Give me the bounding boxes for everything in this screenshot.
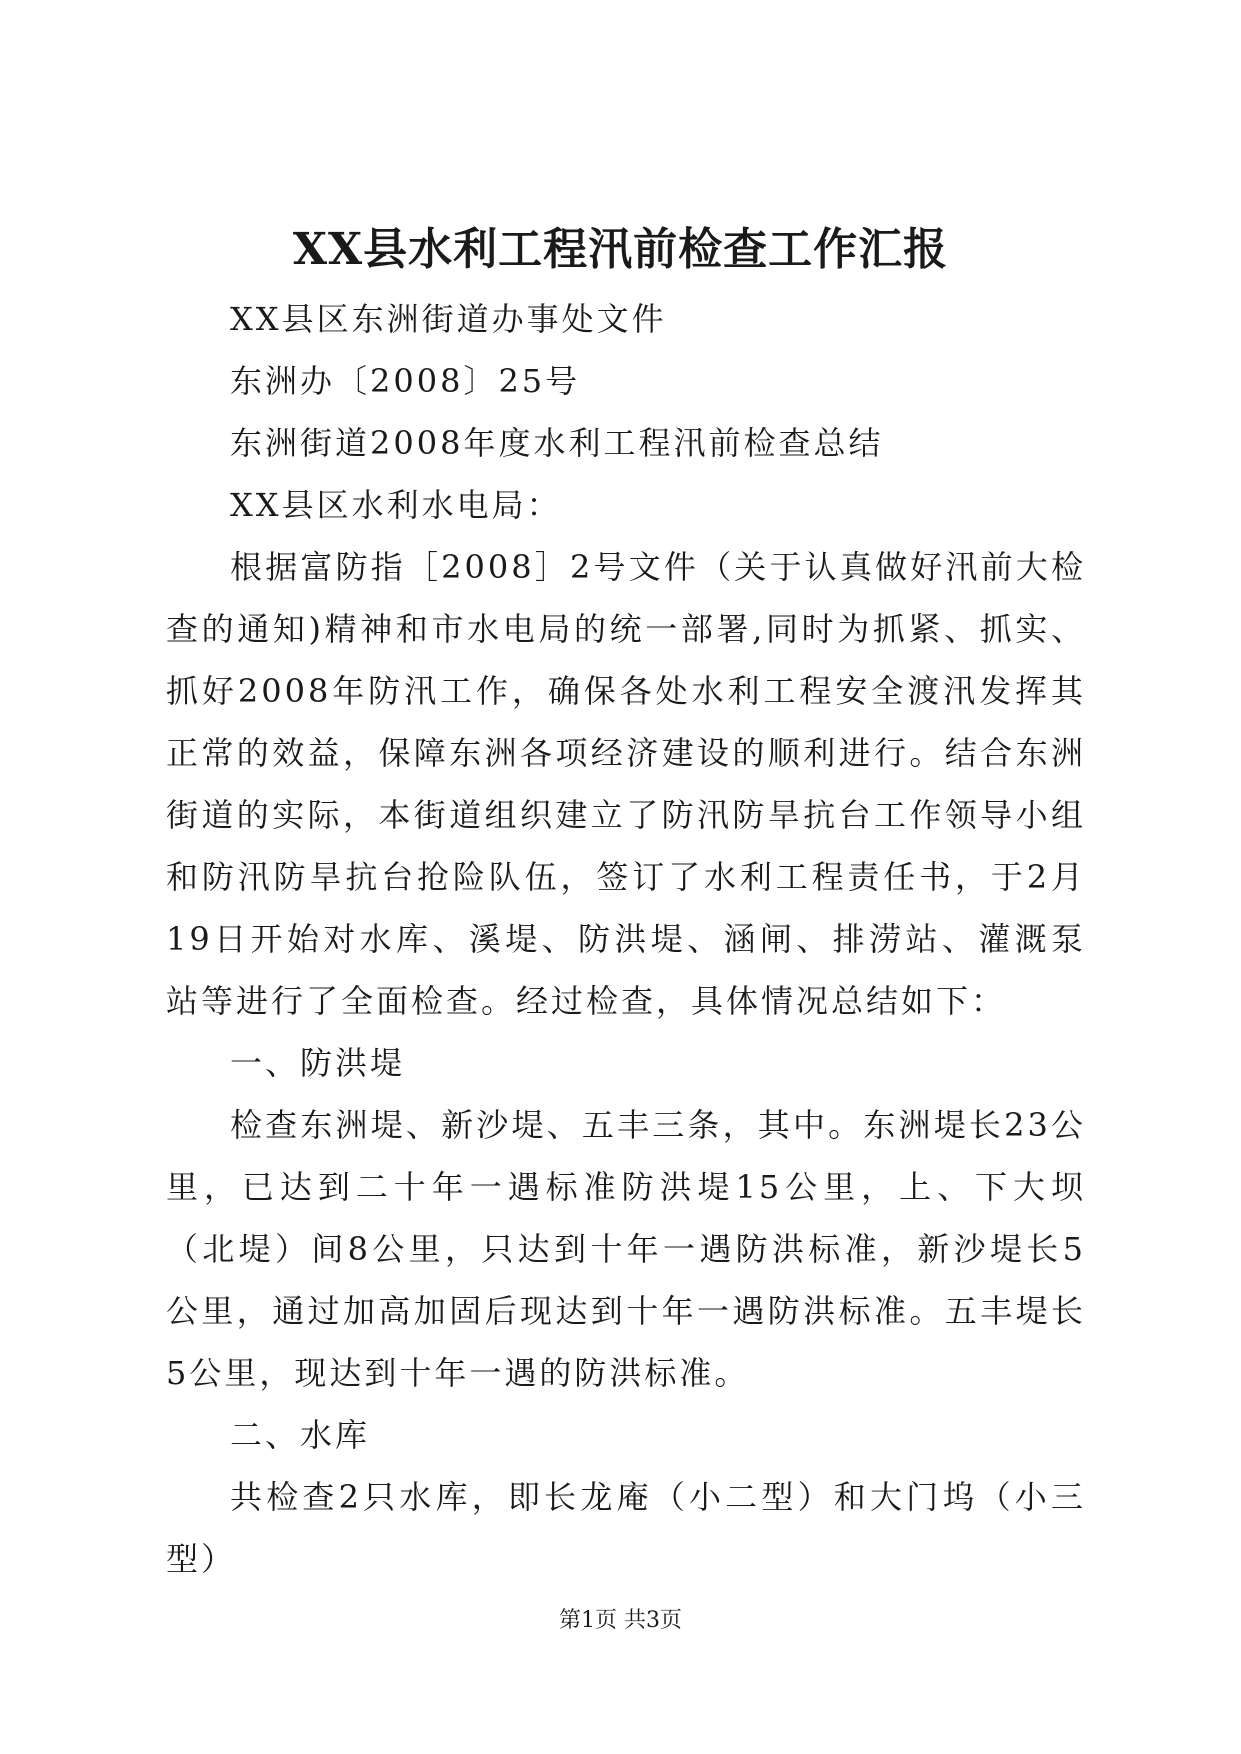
document-title: XX县水利工程汛前检查工作汇报	[292, 224, 949, 275]
intro-paragraph: 根据富防指［2008］2号文件（关于认真做好汛前大检查的通知)精神和市水电局的统一部署,同时为抓紧、抓实、抓好2008年防汛工作，确保各处水利工程安全渡汛发挥其正常的效益，保障东洲各项经济建设的顺利进行。结合东洲街道的实际，本街道组织建立了防汛防旱抗台工作领导小组和防汛防旱抗台抢险队伍，签订了水利工程责任书，于2月19日开始对水库、溪堤、防洪堤、涵闸、排涝站、灌溉泵站等进行了全面检查。经过检查，具体情况总结如下：	[166, 548, 1086, 1020]
document-number: 东洲办〔2008〕25号	[230, 362, 581, 400]
report-subtitle: 东洲街道2008年度水利工程汛前检查总结	[230, 424, 884, 462]
section-heading-flood-embankment: 一、防洪堤	[230, 1044, 406, 1082]
flood-embankment-paragraph: 检查东洲堤、新沙堤、五丰三条，其中。东洲堤长23公里，已达到二十年一遇标准防洪堤15公里，上、下大坝（北堤）间8公里，只达到十年一遇防洪标准，新沙堤长5公里，通过加高加固后现达到十年一遇防洪标准。五丰堤长5公里，现达到十年一遇的防洪标准。	[166, 1106, 1086, 1392]
section-heading-reservoir: 二、水库	[230, 1416, 371, 1454]
issuer-line: XX县区东洲街道办事处文件	[230, 300, 667, 338]
recipient-line: XX县区水利水电局：	[230, 486, 562, 524]
reservoir-paragraph: 共检查2只水库，即长龙庵（小二型）和大门坞（小三型）	[166, 1478, 1086, 1578]
document-body	[166, 288, 1086, 1590]
page-footer: 第1页 共3页	[559, 1608, 682, 1633]
